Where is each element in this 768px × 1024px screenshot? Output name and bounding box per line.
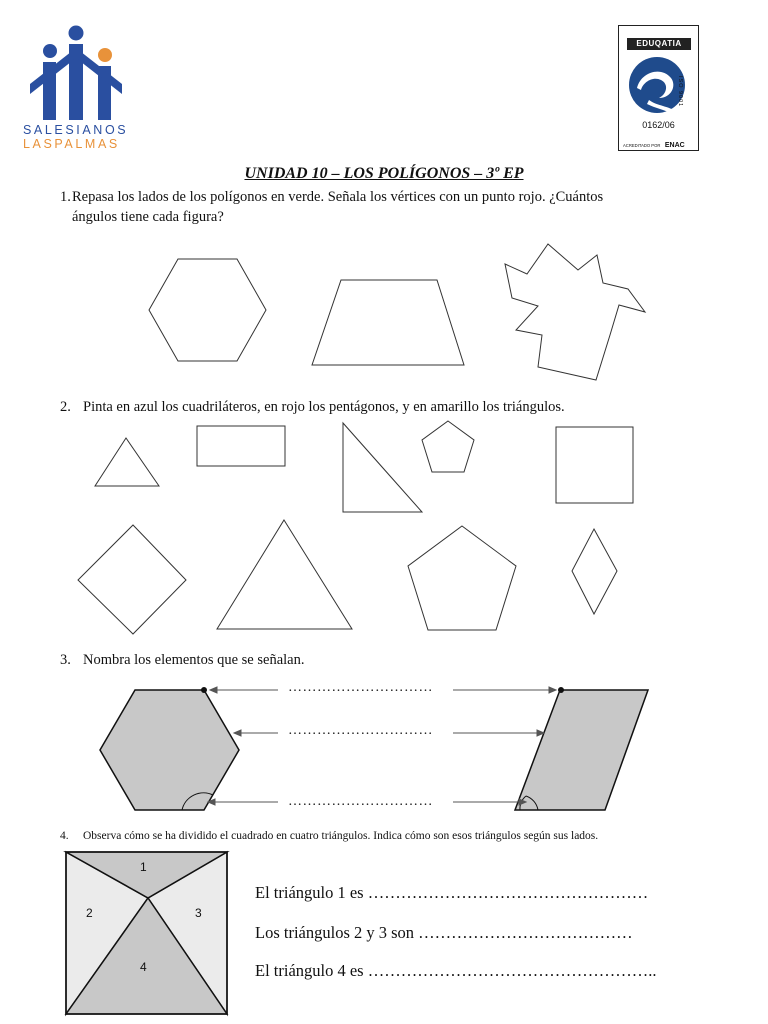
- iso-label: ISO 9001: [677, 76, 683, 108]
- q4-label-4: 4: [140, 960, 147, 974]
- accredited-prefix: ACREDITADO POR: [623, 143, 661, 148]
- q3-blank-3: …………………………: [288, 794, 433, 809]
- q1-trapezoid: [312, 280, 464, 365]
- logo-line1: SALESIANOS: [23, 123, 129, 137]
- certification-code: 0162/06: [642, 120, 675, 130]
- q3-text: Nombra los elementos que se señalan.: [83, 652, 305, 668]
- q2-large-triangle: [217, 520, 352, 629]
- q2-large-pentagon: [408, 526, 516, 630]
- q2-text: Pinta en azul los cuadriláteros, en rojo los pentágonos, y en amarillo los triángulos.: [83, 399, 565, 415]
- logo-line2: LASPALMAS: [23, 137, 120, 151]
- q1-irregular-polygon: [505, 244, 645, 380]
- page-title: UNIDAD 10 – LOS POLÍGONOS – 3º EP: [244, 165, 524, 182]
- q4-number: 4.: [60, 830, 69, 842]
- arrow-left-icon: [210, 687, 217, 693]
- q3-blank-2: …………………………: [288, 723, 433, 738]
- q2-rectangle: [197, 426, 285, 466]
- q4-answer-line-2: Los triángulos 2 y 3 son …………………………………: [255, 923, 633, 942]
- q2-small-triangle: [95, 438, 159, 486]
- q3-gray-parallelogram: [515, 690, 648, 810]
- eduqatia-brand: EDUQATIA: [627, 38, 691, 50]
- q4-answer-line-1: El triángulo 1 es ……………………………………………: [255, 883, 649, 902]
- q4-text: Observa cómo se ha dividido el cuadrado en cuatro triángulos. Indica cómo son esos triángulos según sus lados.: [83, 830, 599, 842]
- q2-square: [556, 427, 633, 503]
- q4-answer-line-3: El triángulo 4 es ……………………………………………..: [255, 961, 657, 980]
- q1-text-line2: ángulos tiene cada figura?: [72, 209, 224, 225]
- q4-label-2: 2: [86, 906, 93, 920]
- q1-hexagon: [149, 259, 266, 361]
- q4-label-1: 1: [140, 860, 147, 874]
- q1-text-line1: Repasa los lados de los polígonos en verde. Señala los vértices con un punto rojo. ¿Cuántos: [72, 189, 604, 205]
- q2-rhombus-square: [78, 525, 186, 634]
- q3-vertex-dot-parallelogram: [558, 687, 564, 693]
- q2-rhombus: [572, 529, 617, 614]
- q3-number: 3.: [60, 652, 71, 668]
- q2-number: 2.: [60, 399, 71, 415]
- q3-vertex-dot-hexagon: [201, 687, 207, 693]
- q3-gray-hexagon: [100, 690, 239, 810]
- q4-label-3: 3: [195, 906, 202, 920]
- q2-right-triangle: [343, 423, 422, 512]
- arrow-left-icon: [234, 730, 241, 736]
- q3-blank-1: …………………………: [288, 680, 433, 695]
- accredited-by: ENAC: [664, 142, 685, 149]
- q2-small-pentagon: [422, 421, 474, 472]
- q1-number: 1.: [60, 189, 71, 205]
- arrow-right-icon: [549, 687, 556, 693]
